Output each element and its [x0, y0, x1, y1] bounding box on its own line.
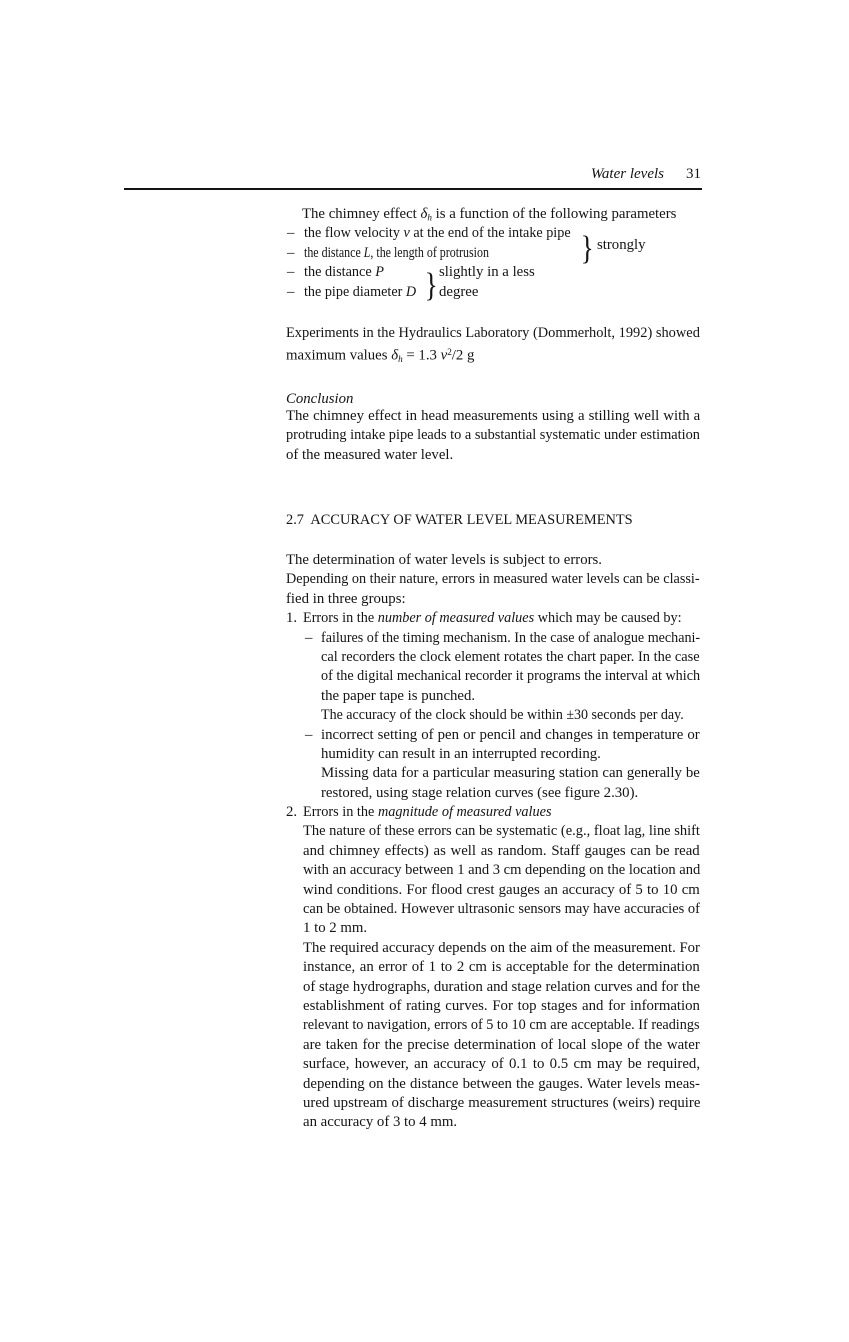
right-brace-icon: } [580, 230, 594, 267]
line-text: and chimney effects) as well as random. Staff gauges can be read [303, 842, 700, 859]
text-line [286, 978, 700, 997]
text-line [286, 648, 700, 667]
text-line [286, 842, 700, 861]
line-text: The required accuracy depends on the aim of the measurement. For [303, 939, 700, 956]
text-line [286, 1075, 700, 1094]
text-line [286, 726, 700, 745]
text-line [286, 1055, 700, 1074]
line-text: surface, however, an accuracy of 0.1 to 0.5 cm may be required, [303, 1056, 701, 1073]
text-line [286, 919, 700, 938]
line-text: Experiments in the Hydraulics Laboratory (Dommerholt, 1992) showed [286, 325, 700, 341]
line-text: the paper tape is punched. [321, 687, 476, 704]
right-brace-icon: } [424, 267, 438, 304]
line-text: Depending on their nature, errors in measured water levels can be classi- [286, 571, 700, 588]
text-line [286, 324, 700, 343]
experiments-block [286, 324, 700, 363]
text-line [286, 803, 700, 822]
line-text: an accuracy of 3 to 4 mm. [303, 1114, 458, 1131]
line-text: establishment of rating curves. For top stages and for information [303, 997, 700, 1014]
text-line [286, 667, 700, 686]
list-marker: – [287, 244, 295, 261]
text-line [286, 1036, 700, 1055]
text-line [286, 706, 700, 725]
line-text: 2.7 ACCURACY OF WATER LEVEL MEASUREMENTS [286, 512, 633, 528]
page-number: 31 [686, 166, 701, 182]
running-header [124, 164, 701, 184]
line-text: Errors in the number of measured values which may be caused by: [303, 610, 682, 627]
list-marker: 2. [286, 804, 298, 821]
list-marker: 1. [286, 610, 298, 627]
list-marker: – [305, 726, 313, 743]
line-text: relevant to navigation, errors of 5 to 10 cm are acceptable. If readings [303, 1017, 700, 1034]
text-line [286, 1113, 700, 1132]
brace-label-less-top: slightly in a less [439, 264, 535, 280]
header-rule [124, 188, 702, 190]
text-line [286, 283, 700, 302]
line-text: Missing data for a particular measuring station can generally be [321, 765, 700, 782]
line-text: wind conditions. For flood crest gauges an accuracy of 5 to 10 cm [303, 881, 700, 898]
line-text: Conclusion [286, 391, 354, 407]
line-text: of stage hydrographs, duration and stage relation curves and for the [303, 978, 700, 995]
text-line [286, 900, 700, 919]
text-line [286, 822, 700, 841]
line-text: can be obtained. However ultrasonic sensors may have accuracies of [303, 901, 700, 918]
text-line [286, 745, 700, 764]
conclusionPara-block [286, 407, 700, 465]
text-line [286, 609, 700, 628]
text-line [286, 426, 700, 445]
text-line [286, 590, 700, 609]
line-text: fied in three groups: [286, 590, 406, 607]
text-line [286, 446, 700, 465]
line-text: the flow velocity v at the end of the intake pipe [304, 225, 571, 242]
line-text: humidity can result in an interrupted recording. [321, 745, 601, 762]
text-line [286, 263, 700, 282]
line-text: instance, an error of 1 to 2 cm is acceptable for the determination [303, 959, 700, 976]
list-marker: – [305, 629, 313, 646]
text-line [286, 997, 700, 1016]
line-text: Errors in the magnitude of measured values [303, 804, 552, 821]
line-text: depending on the distance between the gauges. Water levels meas- [303, 1075, 700, 1092]
line-text: failures of the timing mechanism. In the case of analogue mechani- [321, 629, 701, 646]
line-text: maximum values $\delta_h = 1.3$ $v^2/2$ g [286, 347, 475, 365]
text-line [286, 629, 700, 648]
text-line [286, 343, 700, 365]
line-text: the distance P [304, 264, 385, 281]
line-text: with an accuracy between 1 and 3 cm depending on the location and [303, 862, 701, 879]
line-text: The nature of these errors can be systematic (e.g., float lag, line shift [303, 823, 700, 840]
list-marker: – [287, 264, 295, 281]
line-text: of the digital mechanical recorder it programs the interval at which [321, 668, 701, 685]
text-line [286, 244, 700, 263]
list-marker: – [287, 283, 295, 300]
line-text: the pipe diameter D [304, 283, 417, 300]
line-text: protruding intake pipe leads to a substantial systematic under estimation [286, 427, 700, 444]
line-text: The chimney effect $\delta_h$ is a function of the following parameters [302, 206, 677, 223]
line-text: The chimney effect in head measurements using a stilling well with a [286, 408, 701, 424]
running-title: Water levels [590, 166, 664, 182]
text-line [286, 861, 700, 880]
chimney-block [286, 205, 700, 302]
text-line [286, 687, 700, 706]
text-line [286, 764, 700, 783]
text-line [286, 958, 700, 977]
line-text: of the measured water level. [286, 446, 454, 463]
text-line [286, 881, 700, 900]
line-text: cal recorders the clock element rotates the chart paper. In the case [321, 648, 700, 665]
line-text: are taken for the precise determination of local slope of the water [303, 1036, 700, 1053]
text-line [286, 511, 633, 530]
text-line [286, 939, 700, 958]
sectionHeading-block [286, 511, 633, 530]
line-text: the distance L, the length of protrusion [304, 244, 489, 261]
brace-label-less-bottom: degree [439, 284, 479, 300]
text-line [286, 407, 700, 426]
text-line [286, 224, 700, 243]
text-line [286, 1094, 700, 1113]
text-line [286, 551, 700, 570]
line-text: ured upstream of discharge measurement structures (weirs) require [303, 1094, 701, 1111]
text-line [286, 205, 700, 224]
line-text: 1 to 2 mm. [303, 920, 368, 937]
text-line [286, 570, 700, 589]
text-line [286, 784, 700, 803]
line-text: restored, using stage relation curves (see figure 2.30). [321, 784, 639, 801]
list-marker: – [287, 225, 295, 242]
brace-label-strongly: strongly [597, 237, 646, 253]
line-text: incorrect setting of pen or pencil and changes in temperature or [321, 726, 700, 743]
body-block [286, 551, 700, 1133]
line-text: The accuracy of the clock should be within ±30 seconds per day. [321, 707, 684, 724]
text-line [286, 1016, 700, 1035]
line-text: The determination of water levels is subject to errors. [286, 552, 602, 568]
